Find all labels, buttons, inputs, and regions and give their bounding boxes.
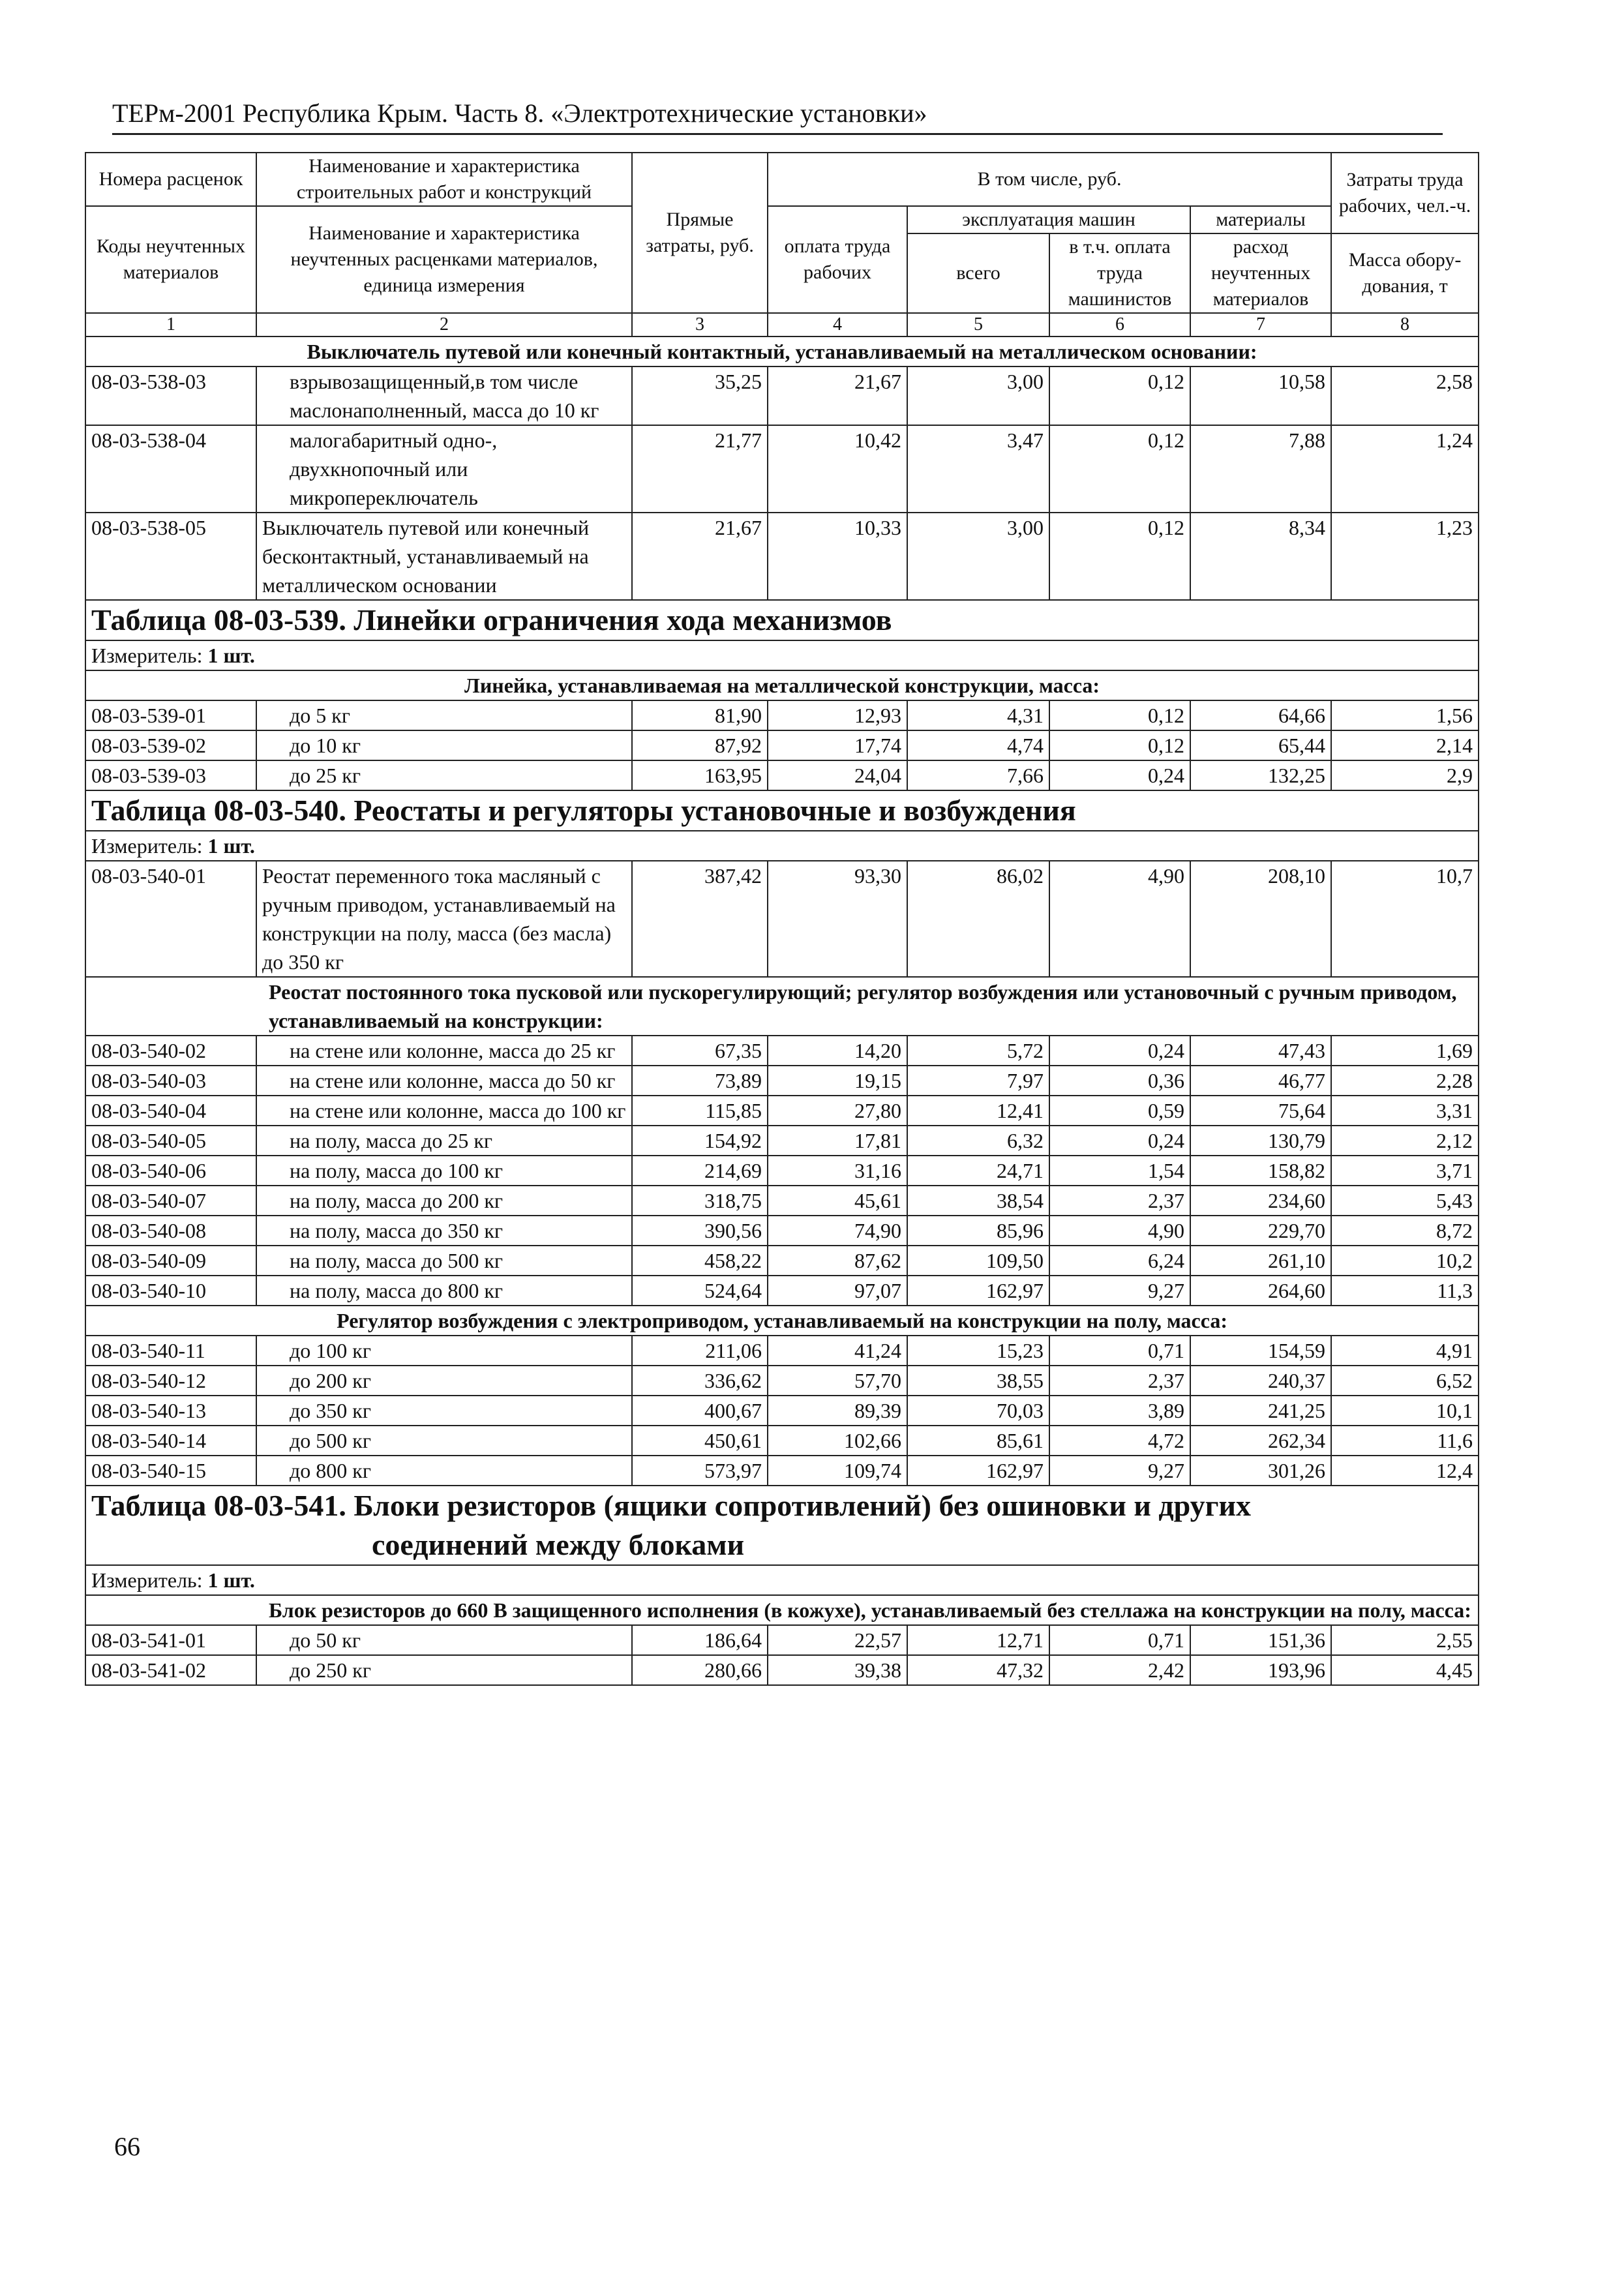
section-539-rows xyxy=(85,700,1479,790)
table-row xyxy=(85,1156,1479,1186)
table-row xyxy=(85,1066,1479,1096)
materials-cell: 229,70 xyxy=(1190,1216,1331,1246)
machines-total-cell: 24,71 xyxy=(907,1156,1049,1186)
rate-description: на полу, масса до 200 кг xyxy=(256,1186,632,1216)
rate-code: 08-03-539-02 xyxy=(85,730,256,760)
worker-wages-cell: 10,42 xyxy=(768,425,907,513)
rate-code: 08-03-538-04 xyxy=(85,425,256,513)
labor-hours-cell: 2,14 xyxy=(1331,730,1479,760)
labor-hours-cell: 2,58 xyxy=(1331,367,1479,425)
machines-total-cell: 15,23 xyxy=(907,1336,1049,1366)
table-row xyxy=(85,1426,1479,1456)
group-row xyxy=(85,670,1479,700)
header-row-2 xyxy=(85,206,1479,233)
worker-wages-cell: 97,07 xyxy=(768,1276,907,1306)
worker-wages-cell: 17,74 xyxy=(768,730,907,760)
machines-total-cell: 3,00 xyxy=(907,367,1049,425)
machines-total-cell: 109,50 xyxy=(907,1246,1049,1276)
unit-cell xyxy=(85,831,1479,861)
table-row xyxy=(85,1625,1479,1655)
machinist-wages-cell: 0,36 xyxy=(1049,1066,1190,1096)
machinist-wages-cell: 0,12 xyxy=(1049,730,1190,760)
materials-cell: 193,96 xyxy=(1190,1655,1331,1685)
machinist-wages-cell: 0,71 xyxy=(1049,1336,1190,1366)
col-num: 5 xyxy=(907,313,1049,337)
machinist-wages-cell: 2,37 xyxy=(1049,1366,1190,1396)
section-540-first-row xyxy=(85,861,1479,977)
materials-cell: 264,60 xyxy=(1190,1276,1331,1306)
labor-hours-cell: 12,4 xyxy=(1331,1456,1479,1486)
col-header-wages: оплата труда рабочих xyxy=(768,206,907,313)
machinist-wages-cell: 9,27 xyxy=(1049,1456,1190,1486)
labor-hours-cell: 3,31 xyxy=(1331,1096,1479,1126)
table-row xyxy=(85,1096,1479,1126)
direct-costs-cell: 87,92 xyxy=(632,730,768,760)
col-num: 6 xyxy=(1049,313,1190,337)
direct-costs-cell: 280,66 xyxy=(632,1655,768,1685)
group-heading: Линейка, устанавливаемая на металлической конструкции, масса: xyxy=(85,670,1479,700)
rate-description: до 10 кг xyxy=(256,730,632,760)
machinist-wages-cell: 0,59 xyxy=(1049,1096,1190,1126)
materials-cell: 132,25 xyxy=(1190,760,1331,790)
column-number-row xyxy=(85,313,1479,337)
machinist-wages-cell: 1,54 xyxy=(1049,1156,1190,1186)
rate-code: 08-03-540-03 xyxy=(85,1066,256,1096)
unit-label: Измеритель: xyxy=(91,644,208,667)
direct-costs-cell: 81,90 xyxy=(632,700,768,730)
rate-description: до 50 кг xyxy=(256,1625,632,1655)
unit-row xyxy=(85,640,1479,670)
rate-description: до 350 кг xyxy=(256,1396,632,1426)
worker-wages-cell: 22,57 xyxy=(768,1625,907,1655)
rate-description: Выключатель путевой или конечный бесконтактный, устанавливаемый на металлическом основании xyxy=(256,513,632,600)
rate-description: взрывозащищенный,в том числе маслонаполненный, масса до 10 кг xyxy=(256,367,632,425)
direct-costs-cell: 21,77 xyxy=(632,425,768,513)
materials-cell: 130,79 xyxy=(1190,1126,1331,1156)
col-num: 1 xyxy=(85,313,256,337)
machinist-wages-cell: 3,89 xyxy=(1049,1396,1190,1426)
worker-wages-cell: 31,16 xyxy=(768,1156,907,1186)
machines-total-cell: 4,31 xyxy=(907,700,1049,730)
worker-wages-cell: 41,24 xyxy=(768,1336,907,1366)
rate-description: малогабаритный одно-, двухкнопочный или микропереключатель xyxy=(256,425,632,513)
table-row xyxy=(85,1036,1479,1066)
machines-total-cell: 85,61 xyxy=(907,1426,1049,1456)
table-row xyxy=(85,760,1479,790)
col-header-including: В том числе, руб. xyxy=(768,153,1331,206)
machines-total-cell: 4,74 xyxy=(907,730,1049,760)
unit-value: 1 шт. xyxy=(207,834,255,858)
rate-code: 08-03-538-05 xyxy=(85,513,256,600)
rate-code: 08-03-540-11 xyxy=(85,1336,256,1366)
col-header-machines-total: всего xyxy=(907,233,1049,313)
labor-hours-cell: 4,91 xyxy=(1331,1336,1479,1366)
rate-description: до 800 кг xyxy=(256,1456,632,1486)
materials-cell: 10,58 xyxy=(1190,367,1331,425)
labor-hours-cell: 11,6 xyxy=(1331,1426,1479,1456)
labor-hours-cell: 3,71 xyxy=(1331,1156,1479,1186)
col-header-name: Наименование и характеристика строительных работ и конструкций xyxy=(256,153,632,206)
section-540-rows-2 xyxy=(85,1336,1479,1486)
machines-total-cell: 47,32 xyxy=(907,1655,1049,1685)
rate-code: 08-03-538-03 xyxy=(85,367,256,425)
direct-costs-cell: 318,75 xyxy=(632,1186,768,1216)
labor-hours-cell: 2,9 xyxy=(1331,760,1479,790)
rate-code: 08-03-539-01 xyxy=(85,700,256,730)
machinist-wages-cell: 0,24 xyxy=(1049,760,1190,790)
col-header-labor: Затраты труда рабочих, чел.-ч. xyxy=(1331,153,1479,233)
labor-hours-cell: 1,56 xyxy=(1331,700,1479,730)
direct-costs-cell: 336,62 xyxy=(632,1366,768,1396)
worker-wages-cell: 27,80 xyxy=(768,1096,907,1126)
materials-cell: 64,66 xyxy=(1190,700,1331,730)
unit-label: Измеритель: xyxy=(91,1568,208,1592)
rate-description: до 25 кг xyxy=(256,760,632,790)
col-header-unaccounted-materials: расход неучтенных материалов xyxy=(1190,233,1331,313)
table-row xyxy=(85,1655,1479,1685)
table-row xyxy=(85,1276,1479,1306)
header-row-1 xyxy=(85,153,1479,206)
col-header-material-codes: Коды неучтенных материалов xyxy=(85,206,256,313)
group-row xyxy=(85,1595,1479,1625)
machines-total-cell: 6,32 xyxy=(907,1126,1049,1156)
materials-cell: 65,44 xyxy=(1190,730,1331,760)
materials-cell: 262,34 xyxy=(1190,1426,1331,1456)
worker-wages-cell: 19,15 xyxy=(768,1066,907,1096)
worker-wages-cell: 89,39 xyxy=(768,1396,907,1426)
worker-wages-cell: 14,20 xyxy=(768,1036,907,1066)
group-row xyxy=(85,337,1479,367)
direct-costs-cell: 458,22 xyxy=(632,1246,768,1276)
page-header: ТЕРм-2001 Республика Крым. Часть 8. «Электротехнические установки» xyxy=(112,97,1443,135)
unit-value: 1 шт. xyxy=(207,1568,255,1592)
worker-wages-cell: 21,67 xyxy=(768,367,907,425)
rate-description: на полу, масса до 500 кг xyxy=(256,1246,632,1276)
direct-costs-cell: 154,92 xyxy=(632,1126,768,1156)
materials-cell: 75,64 xyxy=(1190,1096,1331,1126)
rate-description: на стене или колонне, масса до 100 кг xyxy=(256,1096,632,1126)
labor-hours-cell: 8,72 xyxy=(1331,1216,1479,1246)
table-row xyxy=(85,730,1479,760)
group-heading: Реостат постоянного тока пусковой или пускорегулирующий; регулятор возбуждения или установочный с ручным приводом, устанавливаемый на конструкции: xyxy=(85,977,1479,1036)
group-heading: Блок резисторов до 660 В защищенного исполнения (в кожухе), устанавливаемый без стеллажа на конструкции на полу, масса: xyxy=(85,1595,1479,1625)
table-title-row xyxy=(85,790,1479,831)
labor-hours-cell: 10,1 xyxy=(1331,1396,1479,1426)
machinist-wages-cell: 0,12 xyxy=(1049,513,1190,600)
direct-costs-cell: 573,97 xyxy=(632,1456,768,1486)
rate-code: 08-03-541-01 xyxy=(85,1625,256,1655)
rates-table xyxy=(85,152,1479,1686)
machinist-wages-cell: 2,37 xyxy=(1049,1186,1190,1216)
col-num: 3 xyxy=(632,313,768,337)
machinist-wages-cell: 2,42 xyxy=(1049,1655,1190,1685)
worker-wages-cell: 87,62 xyxy=(768,1246,907,1276)
direct-costs-cell: 524,64 xyxy=(632,1276,768,1306)
materials-cell: 154,59 xyxy=(1190,1336,1331,1366)
rate-code: 08-03-540-12 xyxy=(85,1366,256,1396)
labor-hours-cell: 5,43 xyxy=(1331,1186,1479,1216)
labor-hours-cell: 2,12 xyxy=(1331,1126,1479,1156)
rate-code: 08-03-540-05 xyxy=(85,1126,256,1156)
labor-hours-cell: 10,2 xyxy=(1331,1246,1479,1276)
col-header-machinist-wages: в т.ч. оплата труда машинистов xyxy=(1049,233,1190,313)
rate-code: 08-03-540-09 xyxy=(85,1246,256,1276)
labor-hours-cell: 6,52 xyxy=(1331,1366,1479,1396)
rate-description: на полу, масса до 100 кг xyxy=(256,1156,632,1186)
table-row xyxy=(85,1216,1479,1246)
direct-costs-cell: 73,89 xyxy=(632,1066,768,1096)
machines-total-cell: 38,55 xyxy=(907,1366,1049,1396)
group-heading: Регулятор возбуждения с электроприводом, устанавливаемый на конструкции на полу, масса: xyxy=(85,1306,1479,1336)
materials-cell: 208,10 xyxy=(1190,861,1331,977)
rate-code: 08-03-541-02 xyxy=(85,1655,256,1685)
group-row xyxy=(85,1306,1479,1336)
direct-costs-cell: 67,35 xyxy=(632,1036,768,1066)
machines-total-cell: 86,02 xyxy=(907,861,1049,977)
worker-wages-cell: 93,30 xyxy=(768,861,907,977)
table-row xyxy=(85,1246,1479,1276)
rate-code: 08-03-540-10 xyxy=(85,1276,256,1306)
direct-costs-cell: 450,61 xyxy=(632,1426,768,1456)
col-header-material-name: Наименование и характеристика неучтенных расценками материалов, единица измерения xyxy=(256,206,632,313)
labor-hours-cell: 2,28 xyxy=(1331,1066,1479,1096)
table-row xyxy=(85,1336,1479,1366)
materials-cell: 240,37 xyxy=(1190,1366,1331,1396)
direct-costs-cell: 390,56 xyxy=(632,1216,768,1246)
unit-row xyxy=(85,831,1479,861)
col-num: 4 xyxy=(768,313,907,337)
table-row xyxy=(85,1186,1479,1216)
machines-total-cell: 7,97 xyxy=(907,1066,1049,1096)
table-row xyxy=(85,1126,1479,1156)
machinist-wages-cell: 4,90 xyxy=(1049,861,1190,977)
materials-cell: 151,36 xyxy=(1190,1625,1331,1655)
worker-wages-cell: 10,33 xyxy=(768,513,907,600)
table-title-541-line2: соединений между блоками xyxy=(372,1528,745,1561)
direct-costs-cell: 214,69 xyxy=(632,1156,768,1186)
machinist-wages-cell: 0,12 xyxy=(1049,425,1190,513)
materials-cell: 241,25 xyxy=(1190,1396,1331,1426)
direct-costs-cell: 163,95 xyxy=(632,760,768,790)
worker-wages-cell: 102,66 xyxy=(768,1426,907,1456)
machinist-wages-cell: 0,12 xyxy=(1049,367,1190,425)
machinist-wages-cell: 0,24 xyxy=(1049,1126,1190,1156)
machines-total-cell: 7,66 xyxy=(907,760,1049,790)
direct-costs-cell: 115,85 xyxy=(632,1096,768,1126)
rate-description: на полу, масса до 350 кг xyxy=(256,1216,632,1246)
machines-total-cell: 70,03 xyxy=(907,1396,1049,1426)
direct-costs-cell: 35,25 xyxy=(632,367,768,425)
rate-description: до 5 кг xyxy=(256,700,632,730)
rate-description: Реостат переменного тока масляный с ручным приводом, устанавливаемый на конструкции на полу, масса (без масла) до 350 кг xyxy=(256,861,632,977)
machines-total-cell: 3,00 xyxy=(907,513,1049,600)
machines-total-cell: 3,47 xyxy=(907,425,1049,513)
labor-hours-cell: 1,23 xyxy=(1331,513,1479,600)
table-title-541 xyxy=(85,1486,1479,1565)
direct-costs-cell: 21,67 xyxy=(632,513,768,600)
machinist-wages-cell: 0,71 xyxy=(1049,1625,1190,1655)
labor-hours-cell: 1,24 xyxy=(1331,425,1479,513)
worker-wages-cell: 39,38 xyxy=(768,1655,907,1685)
labor-hours-cell: 10,7 xyxy=(1331,861,1479,977)
table-row xyxy=(85,425,1479,513)
group-row xyxy=(85,977,1479,1036)
col-num: 8 xyxy=(1331,313,1479,337)
unit-label: Измеритель: xyxy=(91,834,208,858)
machinist-wages-cell: 0,12 xyxy=(1049,700,1190,730)
machinist-wages-cell: 0,24 xyxy=(1049,1036,1190,1066)
rate-description: до 100 кг xyxy=(256,1336,632,1366)
col-header-machines: эксплуатация машин xyxy=(907,206,1190,233)
unit-cell xyxy=(85,1565,1479,1595)
materials-cell: 7,88 xyxy=(1190,425,1331,513)
worker-wages-cell: 109,74 xyxy=(768,1456,907,1486)
table-row xyxy=(85,1396,1479,1426)
rate-code: 08-03-540-02 xyxy=(85,1036,256,1066)
rate-description: на полу, масса до 25 кг xyxy=(256,1126,632,1156)
direct-costs-cell: 400,67 xyxy=(632,1396,768,1426)
table-row xyxy=(85,861,1479,977)
worker-wages-cell: 45,61 xyxy=(768,1186,907,1216)
table-row xyxy=(85,700,1479,730)
unit-row xyxy=(85,1565,1479,1595)
table-title-540: Таблица 08-03-540. Реостаты и регуляторы установочные и возбуждения xyxy=(85,790,1479,831)
machines-total-cell: 162,97 xyxy=(907,1276,1049,1306)
table-row xyxy=(85,513,1479,600)
table-title-541-line1: Таблица 08-03-541. Блоки резисторов (ящики сопротивлений) без ошиновки и других xyxy=(91,1489,1251,1522)
rate-code: 08-03-539-03 xyxy=(85,760,256,790)
machines-total-cell: 162,97 xyxy=(907,1456,1049,1486)
labor-hours-cell: 1,69 xyxy=(1331,1036,1479,1066)
machines-total-cell: 38,54 xyxy=(907,1186,1049,1216)
rate-code: 08-03-540-15 xyxy=(85,1456,256,1486)
unit-value: 1 шт. xyxy=(207,644,255,667)
rate-description: на стене или колонне, масса до 25 кг xyxy=(256,1036,632,1066)
table-row xyxy=(85,1366,1479,1396)
materials-cell: 47,43 xyxy=(1190,1036,1331,1066)
page-number: 66 xyxy=(114,2132,140,2161)
machinist-wages-cell: 4,90 xyxy=(1049,1216,1190,1246)
rate-description: до 500 кг xyxy=(256,1426,632,1456)
machines-total-cell: 5,72 xyxy=(907,1036,1049,1066)
rate-code: 08-03-540-08 xyxy=(85,1216,256,1246)
machinist-wages-cell: 9,27 xyxy=(1049,1276,1190,1306)
table-row xyxy=(85,367,1479,425)
machines-total-cell: 12,71 xyxy=(907,1625,1049,1655)
table-row xyxy=(85,1456,1479,1486)
direct-costs-cell: 211,06 xyxy=(632,1336,768,1366)
rate-description: до 200 кг xyxy=(256,1366,632,1396)
materials-cell: 261,10 xyxy=(1190,1246,1331,1276)
section-541-rows xyxy=(85,1625,1479,1685)
table-title-539: Таблица 08-03-539. Линейки ограничения хода механизмов xyxy=(85,600,1479,640)
rate-code: 08-03-540-07 xyxy=(85,1186,256,1216)
rate-code: 08-03-540-04 xyxy=(85,1096,256,1126)
worker-wages-cell: 12,93 xyxy=(768,700,907,730)
col-header-materials: материалы xyxy=(1190,206,1331,233)
materials-cell: 8,34 xyxy=(1190,513,1331,600)
worker-wages-cell: 24,04 xyxy=(768,760,907,790)
materials-cell: 234,60 xyxy=(1190,1186,1331,1216)
worker-wages-cell: 17,81 xyxy=(768,1126,907,1156)
rate-code: 08-03-540-13 xyxy=(85,1396,256,1426)
machines-total-cell: 12,41 xyxy=(907,1096,1049,1126)
col-header-codes: Номера расценок xyxy=(85,153,256,206)
worker-wages-cell: 74,90 xyxy=(768,1216,907,1246)
section-540-rows-1 xyxy=(85,1036,1479,1306)
table-title-row xyxy=(85,600,1479,640)
worker-wages-cell: 57,70 xyxy=(768,1366,907,1396)
rate-description: на полу, масса до 800 кг xyxy=(256,1276,632,1306)
rate-code: 08-03-540-06 xyxy=(85,1156,256,1186)
direct-costs-cell: 186,64 xyxy=(632,1625,768,1655)
machinist-wages-cell: 6,24 xyxy=(1049,1246,1190,1276)
labor-hours-cell: 4,45 xyxy=(1331,1655,1479,1685)
machines-total-cell: 85,96 xyxy=(907,1216,1049,1246)
group-heading: Выключатель путевой или конечный контактный, устанавливаемый на металлическом основании: xyxy=(85,337,1479,367)
rate-description: до 250 кг xyxy=(256,1655,632,1685)
col-num: 2 xyxy=(256,313,632,337)
col-num: 7 xyxy=(1190,313,1331,337)
rate-description: на стене или колонне, масса до 50 кг xyxy=(256,1066,632,1096)
col-header-direct-costs: Прямые затраты, руб. xyxy=(632,153,768,313)
materials-cell: 158,82 xyxy=(1190,1156,1331,1186)
materials-cell: 301,26 xyxy=(1190,1456,1331,1486)
table-title-row xyxy=(85,1486,1479,1565)
direct-costs-cell: 387,42 xyxy=(632,861,768,977)
col-header-equipment-mass: Масса обору-дования, т xyxy=(1331,233,1479,313)
rate-code: 08-03-540-14 xyxy=(85,1426,256,1456)
labor-hours-cell: 11,3 xyxy=(1331,1276,1479,1306)
materials-cell: 46,77 xyxy=(1190,1066,1331,1096)
machinist-wages-cell: 4,72 xyxy=(1049,1426,1190,1456)
section-538-rows xyxy=(85,367,1479,600)
labor-hours-cell: 2,55 xyxy=(1331,1625,1479,1655)
unit-cell xyxy=(85,640,1479,670)
rate-code: 08-03-540-01 xyxy=(85,861,256,977)
